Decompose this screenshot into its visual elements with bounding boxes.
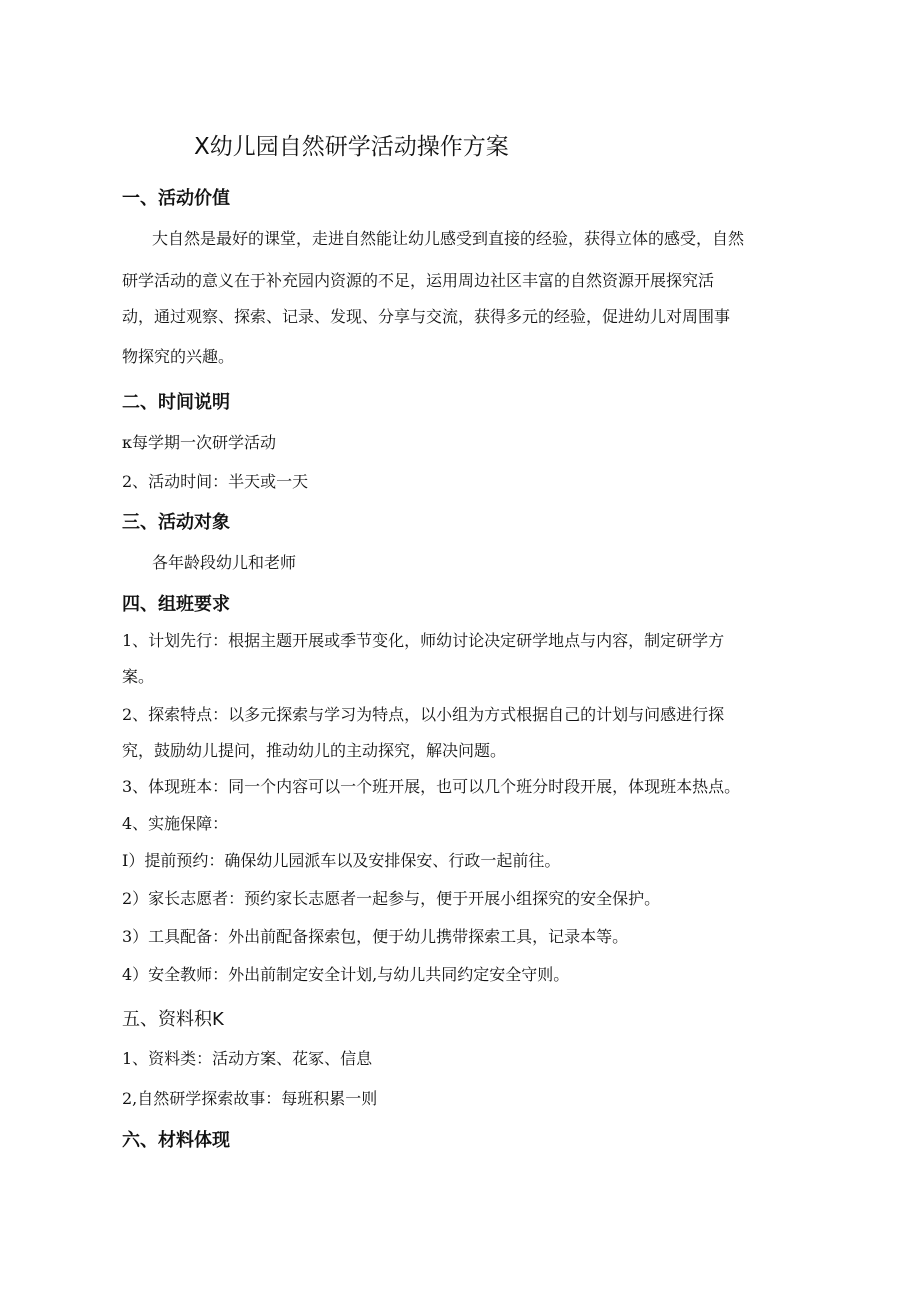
list-item-continuation: 究，鼓励幼儿提问，推动幼儿的主动探究，解决问题。 [122, 741, 507, 760]
list-item: 2）家长志愿者：预约家长志愿者一起参与，便于开展小组探究的安全保护。 [122, 889, 661, 908]
list-item: 1、资料类：活动方案、花冢、信息 [122, 1049, 373, 1068]
paragraph-line: 大自然是最好的课堂，走进自然能让幼儿感受到直接的经验，获得立体的感受，自然 [152, 229, 745, 248]
section-heading-class-requirements: 四、组班要求 [122, 594, 230, 615]
list-item: 3）工具配备：外出前配备探索包，便于幼儿携带探索工具，记录本等。 [122, 927, 629, 946]
list-item: 2、探索特点：以多元探索与学习为特点，以小组为方式根据自己的计划与问感进行探 [122, 705, 725, 724]
list-item: I）提前预约：确保幼儿园派车以及安排保安、行政一起前往。 [122, 851, 561, 870]
list-item: 4）安全教师：外出前制定安全计划,与幼儿共同约定安全守则。 [122, 965, 570, 984]
section-heading-material-embodiment: 六、材料体现 [122, 1130, 230, 1151]
list-item: κ每学期一次研学活动 [122, 433, 277, 452]
paragraph-line: 动，通过观察、探索、记录、发现、分享与交流，获得多元的经验，促进幼儿对周围事 [122, 307, 731, 326]
paragraph-line: 物探究的兴趣。 [122, 347, 235, 366]
document-title: X幼儿园自然研学活动操作方案 [194, 134, 509, 160]
list-item: 1、计划先行：根据主题开展或季节变化，师幼讨论决定研学地点与内容，制定研学方 [122, 631, 725, 650]
section-heading-activity-target: 三、活动对象 [122, 512, 230, 533]
list-item: 2、活动时间：半天或一天 [122, 472, 309, 491]
paragraph-line: 各年龄段幼儿和老师 [152, 553, 297, 572]
list-item-continuation: 案。 [122, 667, 155, 686]
section-heading-materials-accumulation: 五、资料积K [122, 1009, 224, 1030]
list-item: 4、实施保障： [122, 814, 229, 833]
paragraph-line: 研学活动的意义在于补充园内资源的不足，运用周边社区丰富的自然资源开展探究活 [122, 271, 715, 290]
section-heading-activity-value: 一、活动价值 [122, 188, 230, 209]
list-item: 2,自然研学探索故事：每班积累一则 [122, 1089, 378, 1108]
section-heading-time-description: 二、时间说明 [122, 392, 230, 413]
list-item: 3、体现班本：同一个内容可以一个班开展，也可以几个班分时段开展，体现班本热点。 [122, 777, 741, 796]
